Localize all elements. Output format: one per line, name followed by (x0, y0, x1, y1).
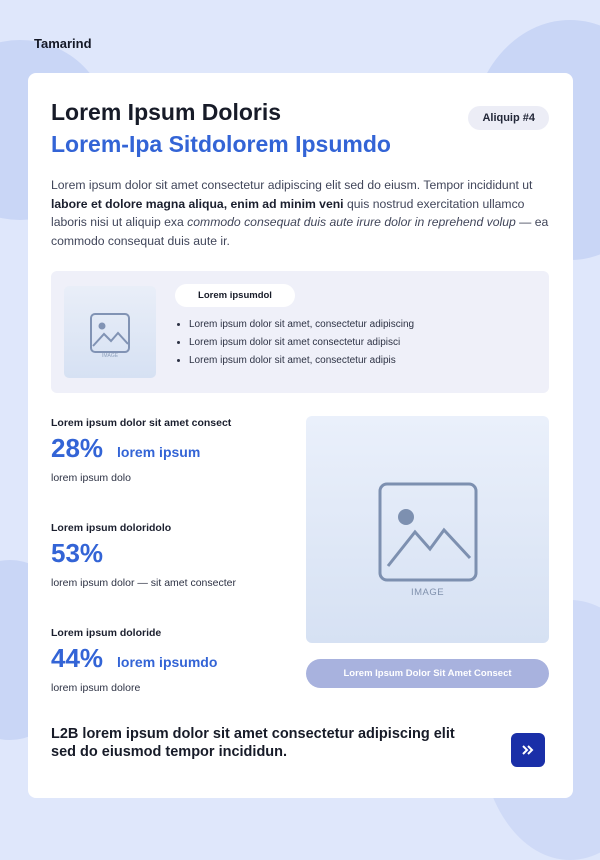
bullet-item: • Lorem ipsum dolor sit amet, consectetur adipis (189, 352, 414, 370)
issue-badge: Aliquip #4 (468, 106, 549, 130)
image-label: IMAGE (410, 587, 445, 598)
feature-chip: Lorem ipsumdol (175, 284, 295, 307)
footer-text: L2B lorem ipsum dolor sit amet consectetur adipiscing elit sed do eiusmod tempor incididun. (51, 726, 455, 760)
stat-description: lorem ipsum dolo (51, 472, 131, 484)
next-button[interactable] (511, 733, 545, 767)
stat-value: 53% (51, 538, 104, 568)
image-placeholder-icon (378, 482, 478, 582)
feature-panel (51, 271, 549, 393)
intro-text: Lorem ipsum dolor sit amet consectetur adipiscing elit sed do eiusm. Tempor incididunt ut (51, 178, 533, 192)
intro-italic-text: commodo consequat duis aute irure dolor in reprehend volup (187, 215, 516, 229)
intro-paragraph (51, 176, 551, 250)
page-title: Lorem Ipsum Doloris (51, 99, 282, 125)
brand-name: Tamarind (34, 36, 92, 51)
stat-block (51, 522, 311, 589)
double-chevron-right-icon (521, 743, 535, 757)
bullet-item: • Lorem ipsum dolor sit amet consectetur adipisci (189, 334, 414, 352)
image-placeholder (306, 416, 549, 643)
page-subtitle: Lorem-Ipa Sitdolorem Ipsumdo (51, 131, 391, 157)
intro-text: — ea commodo consequat duis aute ir. (51, 215, 549, 248)
stat-block (51, 417, 311, 484)
content-card (28, 73, 573, 798)
thumbnail-label: IMAGE (101, 353, 119, 359)
stat-block (51, 627, 311, 694)
feature-bullet-list (175, 316, 414, 370)
stat-label: Lorem ipsum doloridolo (51, 522, 172, 534)
bullet-item: • Lorem ipsum dolor sit amet, consectetur adipiscing (189, 316, 414, 334)
feature-thumbnail (64, 286, 156, 378)
stat-label: Lorem ipsum doloride (51, 627, 162, 639)
stat-description: lorem ipsum dolor — sit amet consecter (51, 577, 236, 589)
stat-value: 44% (51, 643, 104, 673)
stat-suffix: lorem ipsumdo (117, 654, 218, 670)
intro-bold-text: labore et dolore magna aliqua, enim ad minim veni (51, 196, 344, 211)
intro-text: quis nostrud exercitation ullamco laboris nisi ut aliquip exa (51, 196, 525, 229)
stat-label: Lorem ipsum dolor sit amet consect (51, 417, 232, 429)
cta-button[interactable]: Lorem Ipsum Dolor Sit Amet Consect (306, 659, 549, 688)
image-placeholder-icon (89, 312, 131, 354)
stat-suffix: lorem ipsum (117, 444, 201, 460)
stat-description: lorem ipsum dolore (51, 682, 141, 694)
stat-value: 28% (51, 433, 104, 463)
